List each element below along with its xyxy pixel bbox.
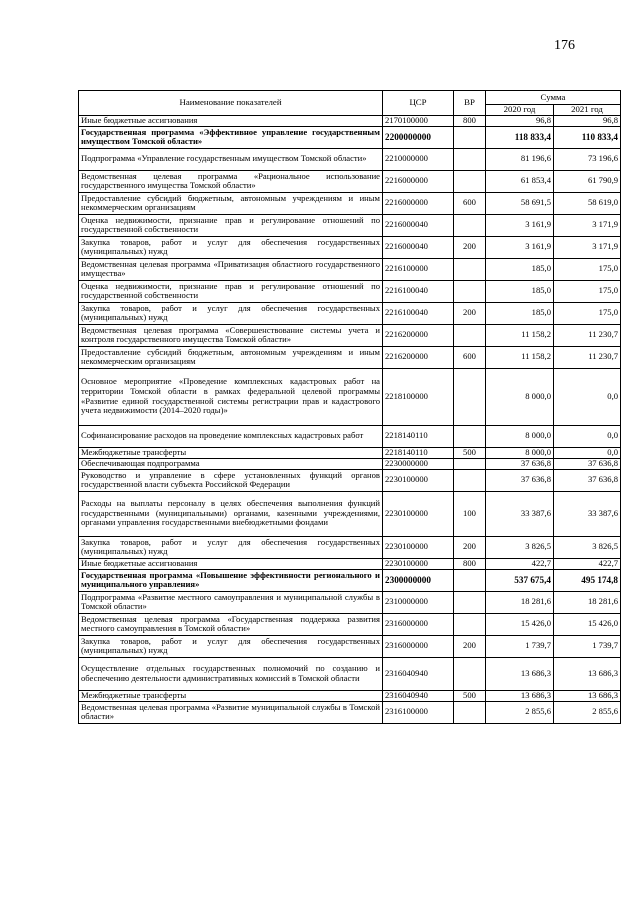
row-sum-2021: 11 230,7 <box>554 346 621 368</box>
row-csr: 2316000000 <box>383 635 454 657</box>
table-row <box>79 236 621 258</box>
table-row <box>79 368 621 425</box>
row-sum-2020: 8 000,0 <box>486 368 554 425</box>
row-sum-2021: 96,8 <box>554 116 621 127</box>
row-sum-2021: 3 826,5 <box>554 536 621 558</box>
row-name: Иные бюджетные ассигнования <box>79 558 383 569</box>
row-sum-2021: 58 619,0 <box>554 192 621 214</box>
row-sum-2020: 8 000,0 <box>486 447 554 458</box>
row-vr <box>454 170 486 192</box>
row-sum-2021: 3 171,9 <box>554 214 621 236</box>
table-row <box>79 170 621 192</box>
row-sum-2020: 2 855,6 <box>486 701 554 723</box>
row-csr: 2218100000 <box>383 368 454 425</box>
row-sum-2021: 0,0 <box>554 368 621 425</box>
table-row <box>79 324 621 346</box>
row-vr: 500 <box>454 447 486 458</box>
table-row <box>79 280 621 302</box>
row-sum-2021: 175,0 <box>554 258 621 280</box>
table-row <box>79 613 621 635</box>
row-name: Обеспечивающая подпрограмма <box>79 458 383 469</box>
table-row <box>79 690 621 701</box>
row-vr: 200 <box>454 302 486 324</box>
row-vr: 600 <box>454 346 486 368</box>
table-row <box>79 558 621 569</box>
row-name: Ведомственная целевая программа «Развитие муниципальной службы в Томской области» <box>79 701 383 723</box>
row-sum-2020: 13 686,3 <box>486 690 554 701</box>
row-sum-2021: 1 739,7 <box>554 635 621 657</box>
row-name: Подпрограмма «Развитие местного самоуправления и муниципальной службы в Томской области» <box>79 591 383 613</box>
row-sum-2020: 118 833,4 <box>486 126 554 148</box>
row-sum-2020: 33 387,6 <box>486 491 554 536</box>
row-vr <box>454 214 486 236</box>
row-sum-2020: 11 158,2 <box>486 324 554 346</box>
row-vr <box>454 701 486 723</box>
row-csr: 2300000000 <box>383 569 454 591</box>
row-vr <box>454 469 486 491</box>
row-sum-2020: 537 675,4 <box>486 569 554 591</box>
row-name: Государственная программа «Эффективное управление государственным имуществом Томской области» <box>79 126 383 148</box>
header-vr: ВР <box>454 91 486 116</box>
row-sum-2020: 18 281,6 <box>486 591 554 613</box>
row-sum-2021: 3 171,9 <box>554 236 621 258</box>
row-vr <box>454 458 486 469</box>
row-sum-2020: 13 686,3 <box>486 657 554 690</box>
row-name: Межбюджетные трансферты <box>79 690 383 701</box>
row-csr: 2218140110 <box>383 425 454 447</box>
row-vr <box>454 148 486 170</box>
row-vr: 100 <box>454 491 486 536</box>
row-csr: 2216200000 <box>383 346 454 368</box>
row-vr <box>454 591 486 613</box>
row-csr: 2230100000 <box>383 491 454 536</box>
row-name: Межбюджетные трансферты <box>79 447 383 458</box>
row-sum-2021: 61 790,9 <box>554 170 621 192</box>
row-sum-2021: 13 686,3 <box>554 690 621 701</box>
row-csr: 2210000000 <box>383 148 454 170</box>
table-row <box>79 447 621 458</box>
row-sum-2021: 110 833,4 <box>554 126 621 148</box>
row-csr: 2216000000 <box>383 192 454 214</box>
row-csr: 2216000000 <box>383 170 454 192</box>
row-sum-2020: 37 636,8 <box>486 458 554 469</box>
row-name: Ведомственная целевая программа «Совершенствование системы учета и контроля государственного имущества Томской области» <box>79 324 383 346</box>
table-row <box>79 458 621 469</box>
row-sum-2021: 0,0 <box>554 447 621 458</box>
row-sum-2020: 422,7 <box>486 558 554 569</box>
row-vr: 200 <box>454 635 486 657</box>
row-sum-2020: 3 161,9 <box>486 236 554 258</box>
row-csr: 2216000040 <box>383 214 454 236</box>
row-vr <box>454 258 486 280</box>
row-csr: 2216100040 <box>383 302 454 324</box>
row-csr: 2230000000 <box>383 458 454 469</box>
row-name: Закупка товаров, работ и услуг для обеспечения государственных (муниципальных) нужд <box>79 635 383 657</box>
table-row <box>79 491 621 536</box>
table-row <box>79 701 621 723</box>
table-row <box>79 214 621 236</box>
row-csr: 2216100040 <box>383 280 454 302</box>
row-vr: 200 <box>454 536 486 558</box>
row-csr: 2316040940 <box>383 657 454 690</box>
row-csr: 2316000000 <box>383 613 454 635</box>
row-sum-2020: 61 853,4 <box>486 170 554 192</box>
table-header <box>79 91 621 116</box>
table-row <box>79 192 621 214</box>
row-sum-2021: 175,0 <box>554 280 621 302</box>
row-sum-2021: 495 174,8 <box>554 569 621 591</box>
row-sum-2021: 73 196,6 <box>554 148 621 170</box>
row-name: Оценка недвижимости, признание прав и регулирование отношений по государственной собственности <box>79 280 383 302</box>
row-vr: 800 <box>454 558 486 569</box>
row-vr: 500 <box>454 690 486 701</box>
row-name: Расходы на выплаты персоналу в целях обеспечения выполнения функций государственными (муниципальными) органами, казенными учреждениями, органами управления государственными внебюджетными фондами <box>79 491 383 536</box>
table-row <box>79 469 621 491</box>
row-vr <box>454 280 486 302</box>
table-row <box>79 148 621 170</box>
row-sum-2020: 185,0 <box>486 302 554 324</box>
row-csr: 2310000000 <box>383 591 454 613</box>
row-csr: 2170100000 <box>383 116 454 127</box>
row-sum-2021: 175,0 <box>554 302 621 324</box>
row-sum-2021: 422,7 <box>554 558 621 569</box>
table-row <box>79 346 621 368</box>
row-csr: 2230100000 <box>383 536 454 558</box>
row-csr: 2216000040 <box>383 236 454 258</box>
header-csr: ЦСР <box>383 91 454 116</box>
row-sum-2020: 185,0 <box>486 280 554 302</box>
table-row <box>79 536 621 558</box>
table-row <box>79 302 621 324</box>
header-year-2020: 2020 год <box>486 105 554 116</box>
row-vr <box>454 126 486 148</box>
row-vr <box>454 657 486 690</box>
row-csr: 2218140110 <box>383 447 454 458</box>
row-name: Осуществление отдельных государственных полномочий по созданию и обеспечению деятельности административных комиссий в Томской области <box>79 657 383 690</box>
row-name: Ведомственная целевая программа «Рациональное использование государственного имущества Томской области» <box>79 170 383 192</box>
row-sum-2021: 18 281,6 <box>554 591 621 613</box>
row-vr: 800 <box>454 116 486 127</box>
table-row <box>79 126 621 148</box>
row-csr: 2316040940 <box>383 690 454 701</box>
row-name: Оценка недвижимости, признание прав и регулирование отношений по государственной собственности <box>79 214 383 236</box>
budget-table <box>78 90 621 724</box>
page-number: 176 <box>554 38 575 53</box>
row-sum-2021: 0,0 <box>554 425 621 447</box>
row-vr: 200 <box>454 236 486 258</box>
row-sum-2021: 11 230,7 <box>554 324 621 346</box>
header-year-2021: 2021 год <box>554 105 621 116</box>
row-sum-2021: 37 636,8 <box>554 469 621 491</box>
row-name: Софинансирование расходов на проведение комплексных кадастровых работ <box>79 425 383 447</box>
row-sum-2020: 11 158,2 <box>486 346 554 368</box>
header-name: Наименование показателей <box>79 91 383 116</box>
row-name: Ведомственная целевая программа «Приватизация областного государственного имущества» <box>79 258 383 280</box>
row-sum-2020: 58 691,5 <box>486 192 554 214</box>
row-name: Государственная программа «Повышение эффективности регионального и муниципального управления» <box>79 569 383 591</box>
row-sum-2021: 2 855,6 <box>554 701 621 723</box>
row-name: Подпрограмма «Управление государственным имуществом Томской области» <box>79 148 383 170</box>
row-sum-2020: 185,0 <box>486 258 554 280</box>
row-vr <box>454 425 486 447</box>
row-name: Закупка товаров, работ и услуг для обеспечения государственных (муниципальных) нужд <box>79 302 383 324</box>
row-vr <box>454 613 486 635</box>
row-sum-2021: 33 387,6 <box>554 491 621 536</box>
table-row <box>79 591 621 613</box>
table-row <box>79 258 621 280</box>
row-vr <box>454 368 486 425</box>
table-row <box>79 657 621 690</box>
row-sum-2021: 37 636,8 <box>554 458 621 469</box>
row-name: Закупка товаров, работ и услуг для обеспечения государственных (муниципальных) нужд <box>79 536 383 558</box>
row-name: Руководство и управление в сфере установленных функций органов государственной власти субъекта Российской Федерации <box>79 469 383 491</box>
table-row <box>79 569 621 591</box>
row-vr <box>454 569 486 591</box>
table-row <box>79 116 621 127</box>
row-csr: 2200000000 <box>383 126 454 148</box>
row-sum-2021: 13 686,3 <box>554 657 621 690</box>
row-csr: 2216100000 <box>383 258 454 280</box>
table-body <box>79 116 621 724</box>
row-name: Предоставление субсидий бюджетным, автономным учреждениям и иным некоммерческим организациям <box>79 192 383 214</box>
row-name: Закупка товаров, работ и услуг для обеспечения государственных (муниципальных) нужд <box>79 236 383 258</box>
table-row <box>79 425 621 447</box>
row-name: Основное мероприятие «Проведение комплексных кадастровых работ на территории Томской области в рамках федеральной целевой программы «Развитие единой государственной системы регистрации прав и кадастрового учета недвижимости (2014–2020 годы)» <box>79 368 383 425</box>
table-row <box>79 635 621 657</box>
row-sum-2020: 15 426,0 <box>486 613 554 635</box>
row-csr: 2230100000 <box>383 558 454 569</box>
row-vr <box>454 324 486 346</box>
row-vr: 600 <box>454 192 486 214</box>
header-sum: Сумма <box>486 91 621 105</box>
row-csr: 2216200000 <box>383 324 454 346</box>
row-sum-2020: 1 739,7 <box>486 635 554 657</box>
row-csr: 2230100000 <box>383 469 454 491</box>
row-sum-2020: 37 636,8 <box>486 469 554 491</box>
row-sum-2020: 3 161,9 <box>486 214 554 236</box>
row-name: Предоставление субсидий бюджетным, автономным учреждениям и иным некоммерческим организациям <box>79 346 383 368</box>
row-csr: 2316100000 <box>383 701 454 723</box>
row-sum-2021: 15 426,0 <box>554 613 621 635</box>
row-sum-2020: 81 196,6 <box>486 148 554 170</box>
row-sum-2020: 3 826,5 <box>486 536 554 558</box>
row-sum-2020: 8 000,0 <box>486 425 554 447</box>
row-name: Ведомственная целевая программа «Государственная поддержка развития местного самоуправления в Томской области» <box>79 613 383 635</box>
row-sum-2020: 96,8 <box>486 116 554 127</box>
row-name: Иные бюджетные ассигнования <box>79 116 383 127</box>
